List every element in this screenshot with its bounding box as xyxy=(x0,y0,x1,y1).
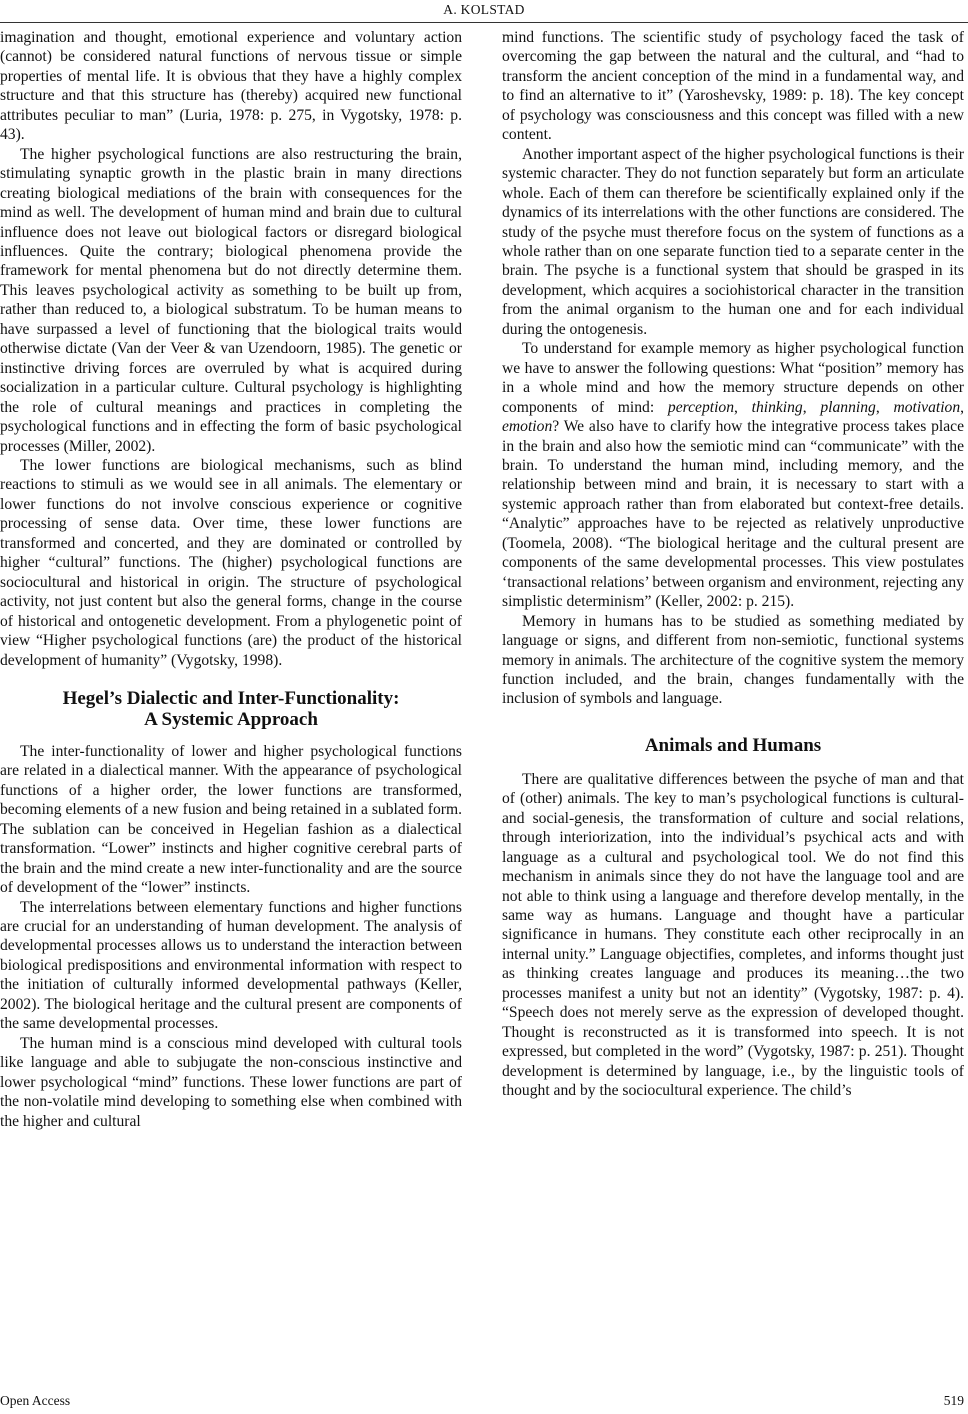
running-head: A. KOLSTAD xyxy=(443,2,525,17)
paragraph: The human mind is a conscious mind developed with cultural tools like language and able to subjugate the non-conscious instinctive and lower psychological “mind” functions. These lower functions are part of the non-volatile mind developing to something else when combined with the higher and cultural xyxy=(0,1034,462,1130)
term: thinking xyxy=(751,398,803,416)
header-rule xyxy=(0,22,968,23)
paragraph: Memory in humans has to be studied as something mediated by language or signs, and different from non-semiotic, functional systems memory in animals. The architecture of the cognitive system the memory function included, and the brain, changes fundamentally with the inclusion of symbols and language. xyxy=(502,612,964,708)
paragraph: The inter-functionality of lower and higher psychological functions are related in a dialectical manner. With the appearance of psychological functions of a higher order, the lower functions are transformed, becoming elements of a new fusion and being retained in a sublated form. The sublation can be conceived in Hegelian fashion as a dialectical transformation. “Lower” instincts and higher cognitive cerebral parts of the brain and the mind create a new inter-functionality and are the source of development of the “lower” instincts. xyxy=(0,742,462,897)
section-heading: Animals and Humans xyxy=(644,734,822,756)
paragraph: The higher psychological functions are also restructuring the brain, stimulating synaptic growth in the plastic brain in many directions creating biological mediations of the brain with consequences for the mind as well. The development of human mind and brain due to cultural influence does not leave out biological factors or disregard biological influences. Quite the contrary; biological phenomena provide the framework for mental phenomena but do not directly determine them. This leaves psychological activity as something to be built up from, rather than reduced to, a biological substratum. To be human means to have surpassed a level of functioning that the biological traits would otherwise dictate (Van der Veer & van Uzendoorn, 1985). The genetic or instinctive driving forces are overruled by what is acquired during socialization in a particular culture. Cultural psychology is highlighting the role of cultural meanings and practices in completing the psychological functions and in effecting the form of basic psychological processes (Miller, 2002). xyxy=(0,145,462,455)
heading-line: A Systemic Approach xyxy=(144,708,318,730)
text: To understand for example memory as higher psychological function we have to answer the following questions: What “position” memory has in a whole mind and how the memory structure depends on other components of mind: xyxy=(502,340,964,416)
paragraph: There are qualitative differences between the psyche of man and that of (other) animals. The key to man’s psychological functions is cultural- and social-genesis, the transformation of culture and social relations, through interiorization, into the individual’s psychical acts and with language as a cultural and psychological tool. We do not find this mechanism in animals since they do not have the language tool and are not able to think using a language and therefore develop mentally, in the same way as humans. Language and thought have a particular significance in humans. They constitute each other reciprocally in an internal unity.” Language objectifies, completes, and informs thought just as thinking creates language and produces its meaning…the two processes manifest a unity but not an identity” (Vygotsky, 1987: p. 4). “Speech does not merely serve as the expression of developed thought. Thought is reconstructed as it is transformed into speech. It is not expressed, but completed in the word” (Vygotsky, 1987: p. 251). Thought development is determined by language, i.e., by the linguistic tools of thought and by the sociocultural experience. The child’s xyxy=(502,770,964,1100)
text: , xyxy=(875,398,894,416)
paragraph: imagination and thought, emotional experience and voluntary action (cannot) be considered natural functions of nervous tissue or simple properties of mental life. It is obvious that they have a highly complex structure and that this structure has (thereby) acquired new functional attributes peculiar to man” (Luria, 1978: p. 275, in Vygotsky, 1978: p. 43). xyxy=(0,29,462,144)
paragraph xyxy=(502,339,964,611)
term: emotion xyxy=(502,418,553,436)
page-number: 519 xyxy=(943,1393,964,1408)
heading-line: Hegel’s Dialectic and Inter-Functionality: xyxy=(62,687,400,709)
text: , xyxy=(802,398,821,416)
right-column xyxy=(502,28,964,1101)
paragraph: The interrelations between elementary functions and higher functions are crucial for an understanding of human development. The analysis of developmental processes allows us to understand the interaction between biological predispositions and environmental information with respect to the initiation of culturally informed developmental pathways (Keller, 2002). The biological heritage and the cultural present are components of the same developmental processes. xyxy=(0,898,462,1033)
term: motivation xyxy=(893,398,961,416)
term: perception xyxy=(667,398,734,416)
paragraph: Another important aspect of the higher psychological functions is their systemic character. They do not function separately but form an articulate whole. Each of them can therefore be scientifically explained only if the dynamics of its interrelations with the other functions are considered. The study of the psyche must therefore focus on the system of functions as a whole rather than on one separate function tied to a separate center in the brain. The psyche is a functional system that should be grasped in its development, which acquires a sociohistorical character in the transition from the animal organism to the human one and for each individual during the ontogenesis. xyxy=(502,145,964,338)
paragraph: mind functions. The scientific study of psychology faced the task of overcoming the gap between the natural and the cultural, and “had to transform the ancient conception of the mind in a fundamental way, and to find an alternative to it” (Yaroshevsky, 1989: p. 18). The key concept of psychology was consciousness and this concept was filled with a new content. xyxy=(502,29,964,144)
text: ? We also have to clarify how the integrative process takes place in the brain and also how the semiotic mind can “communicate” with the brain. To understand the human mind, including memory, and the relationship between mind and brain, it is necessary to start with a systemic approach rather than from elaborated but context-free details. “Analytic” approaches have to be rejected as relatively unproductive (Toomela, 2008). “The biological heritage and the cultural present are components of the same developmental processes. This view postulates ‘transactional relations’ between organism and environment, rejecting any simplistic determinism” (Keller, 2002: p. 215). xyxy=(502,418,964,611)
left-column xyxy=(0,28,462,1131)
section-heading xyxy=(0,688,462,730)
text: , xyxy=(734,398,752,416)
term: planning xyxy=(820,398,876,416)
paragraph: The lower functions are biological mechanisms, such as blind reactions to stimuli as we would see in all animals. The elementary or lower functions do not involve conscious experience or cognitive processing of sense data. Over time, these lower functions are transformed and concerted, and they are dominated or controlled by higher “cultural” functions. The (higher) psychological functions are sociocultural and historical in origin. The structure of psychological activity, not just content but also the general forms, change in the course of historical and ontogenetic development. From a phylogenetic point of view “Higher psychological functions (are) the product of the historical development of humanity” (Vygotsky, 1998). xyxy=(0,456,462,669)
text: , xyxy=(960,398,965,416)
footer-open-access: Open Access xyxy=(0,1393,71,1408)
